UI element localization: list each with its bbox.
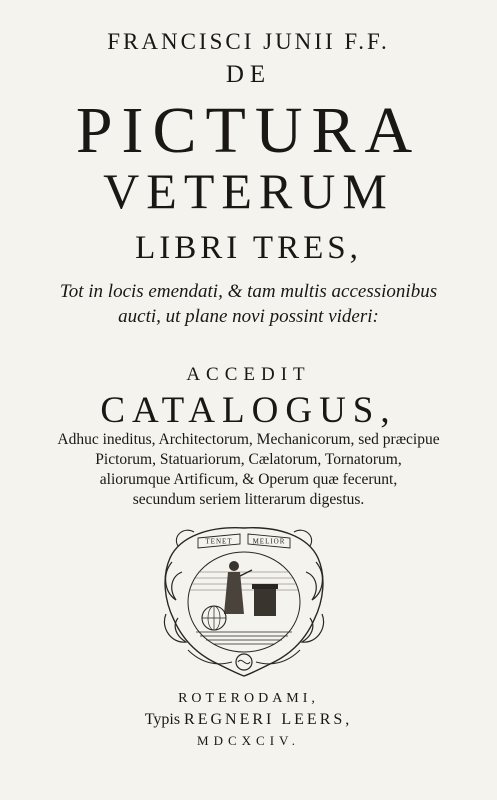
catalogus-line: CATALOGUS, [100, 390, 397, 431]
subtitle-line-2: aucti, ut plane novi possint videri: [118, 306, 379, 327]
printer-name: REGNERI LEERS, [184, 711, 353, 728]
accedit-line: ACCEDIT [186, 364, 311, 385]
motto-left: TENET [205, 537, 233, 546]
printer-prefix: Typis [144, 711, 181, 728]
printers-device-vignette [158, 522, 330, 680]
author-line: FRANCISCI JUNII F.F. [107, 29, 390, 54]
motto-right: MELIOR [252, 537, 286, 546]
subtitle-line-1: Tot in locis emendati, & tam multis accessionibus [59, 281, 438, 302]
title-second: VETERUM [103, 163, 394, 219]
title-main: PICTURA [75, 94, 422, 167]
description-line-1: Adhuc ineditus, Architectorum, Mechanicorum, sed præcipue [57, 431, 440, 448]
imprint-place: ROTERODAMI, [178, 691, 319, 706]
de-line: DE [225, 61, 272, 88]
description-line-4: secundum seriem litterarum digestus. [132, 491, 365, 508]
imprint-printer [0, 712, 497, 728]
imprint-year: MDCXCIV. [197, 733, 300, 748]
vignette-engraving [158, 522, 330, 680]
description-line-2: Pictorum, Statuariorum, Cælatorum, Tornatorum, [95, 451, 402, 468]
description-line-3: aliorumque Artificum, & Operum quæ fecerunt, [99, 471, 398, 488]
books-line: LIBRI TRES, [135, 230, 362, 266]
